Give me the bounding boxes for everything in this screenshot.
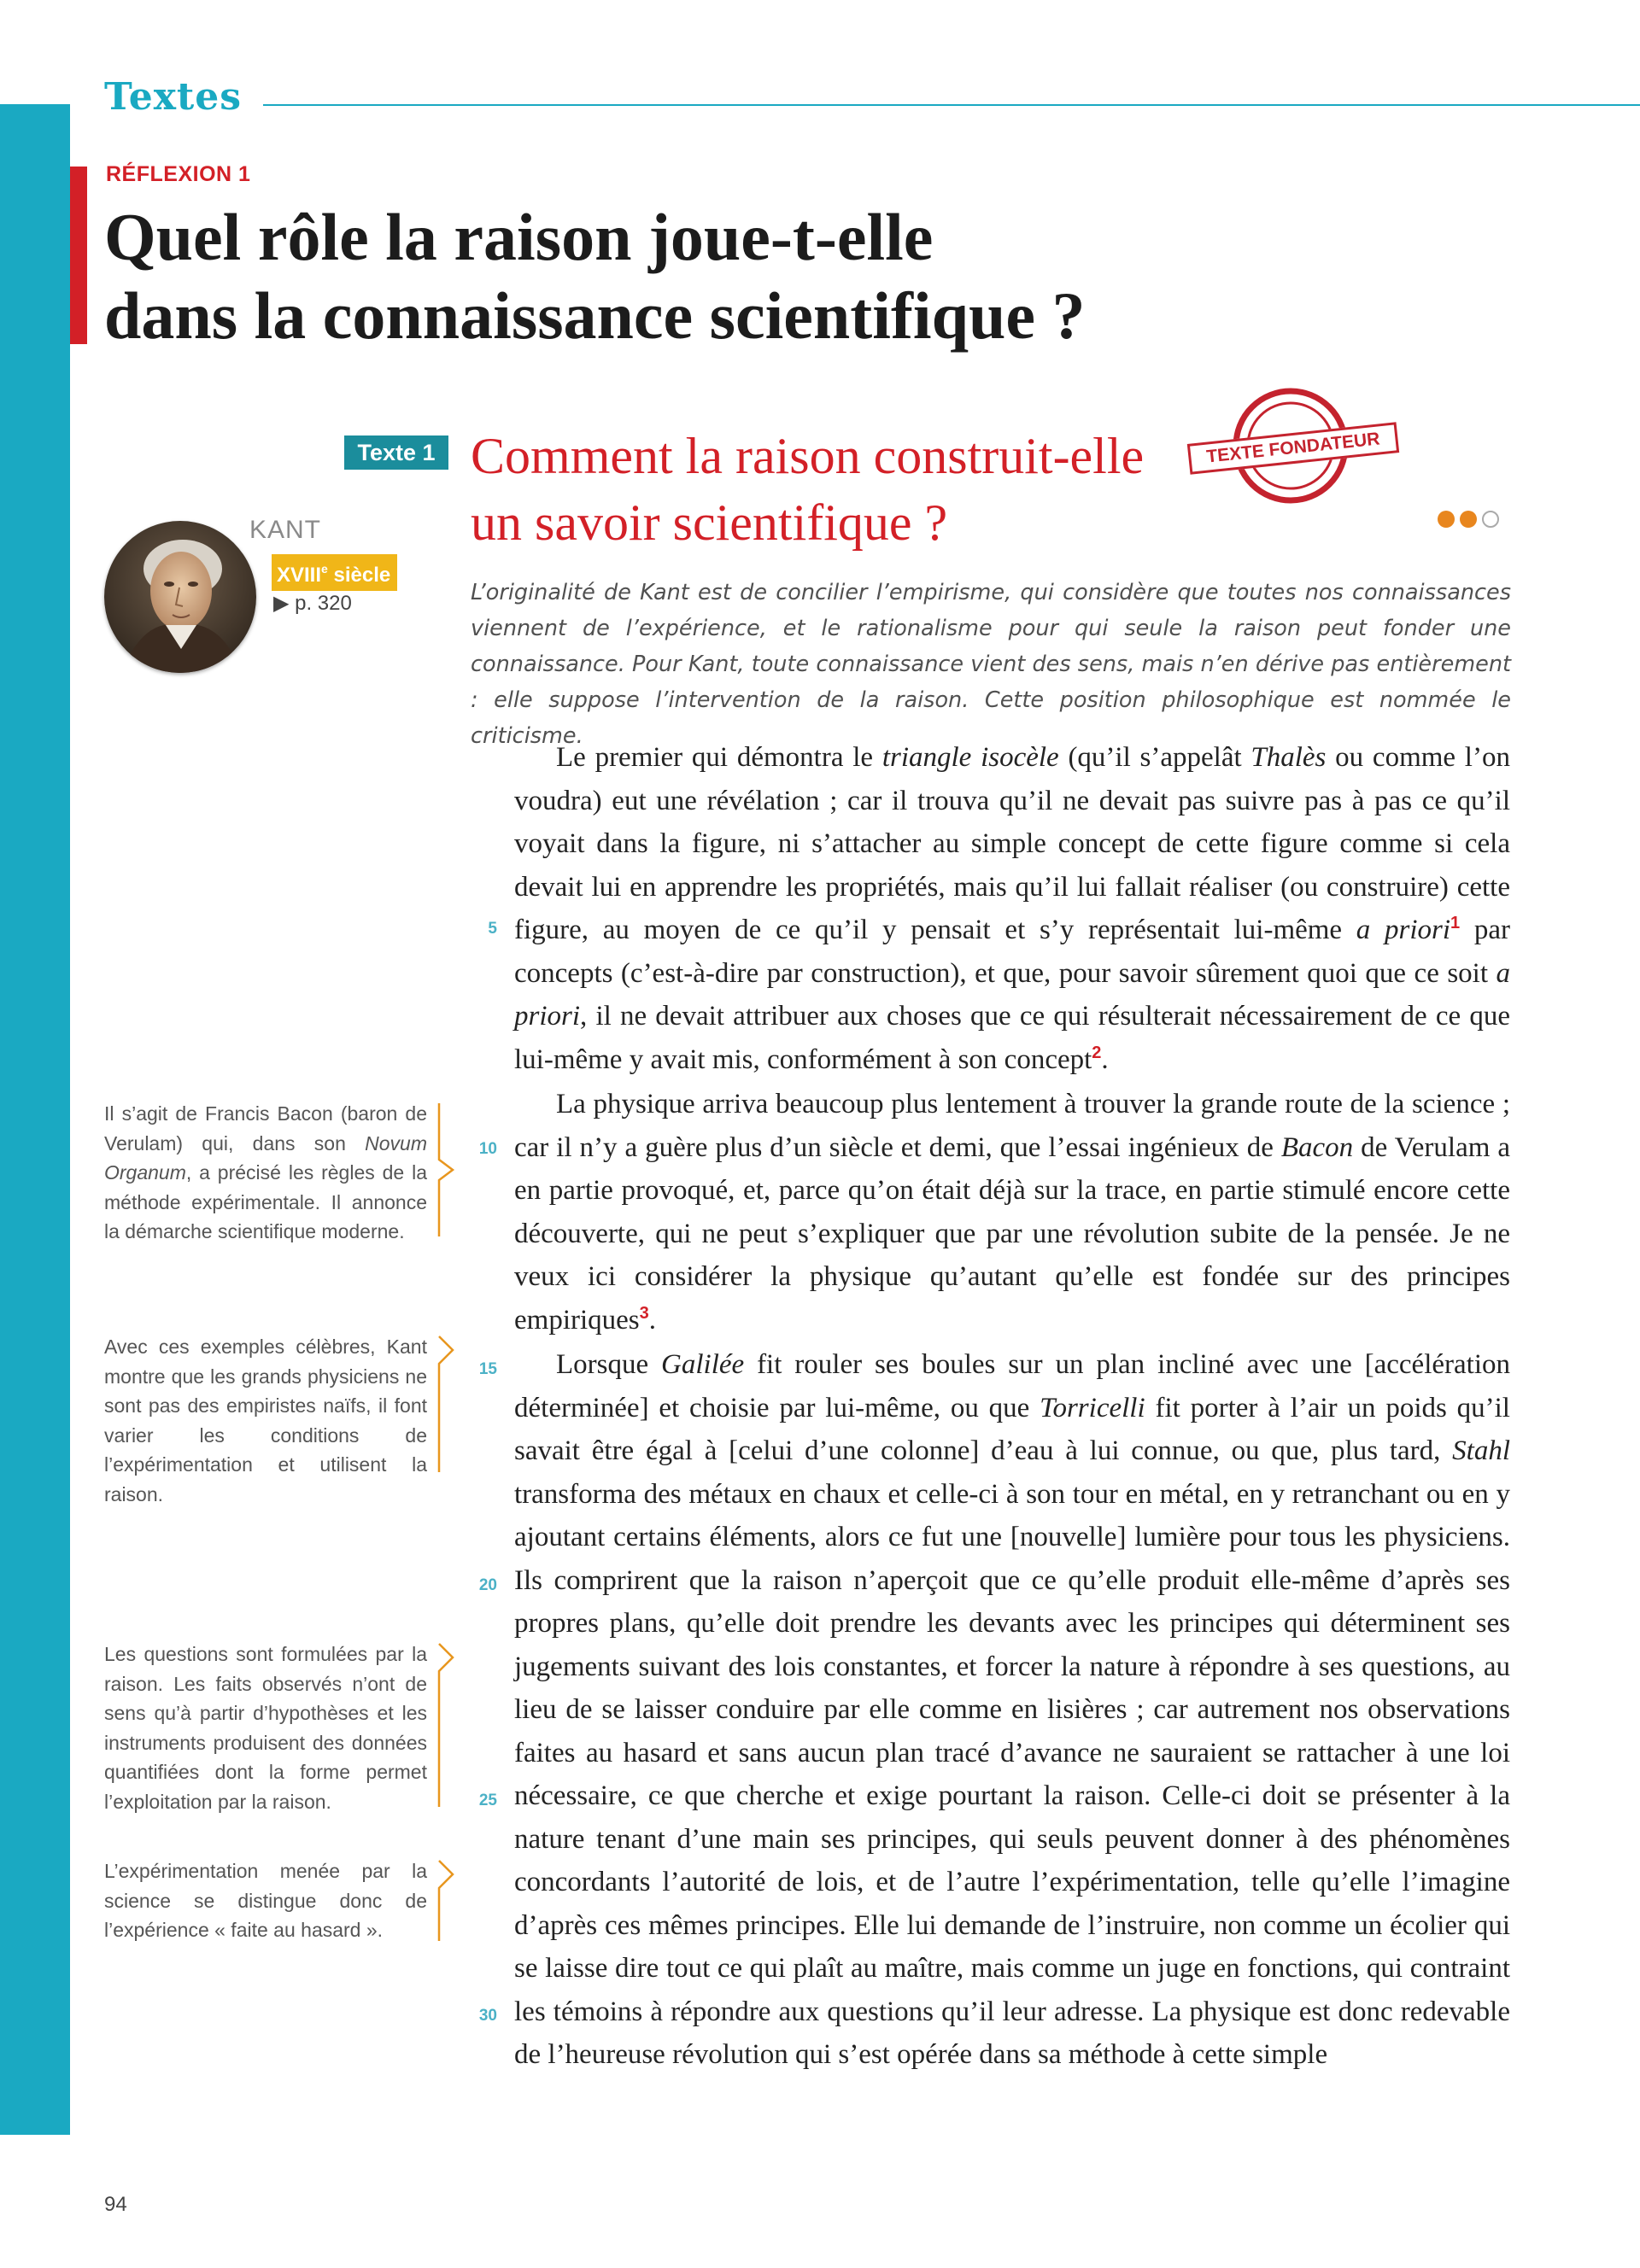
line-number: 5 (488, 920, 497, 938)
line-number: 30 (478, 2007, 497, 2025)
text-introduction: L’originalité de Kant est de concilier l’empirisme, qui considère que toutes nos connaissances viennent de l’expérience, et le rationalisme pour qui seule la raison peut fonder une connaissance. Pour Kant, toute connaissance vient des sens, mais n’en dérive pas entièrement : elle suppose l’intervention de la raison. Cette position philosophique est nommée le criticisme. (471, 580, 1511, 749)
author-name: KANT (249, 516, 322, 544)
portrait-image (104, 521, 256, 673)
left-color-band (0, 104, 70, 2135)
footnote-ref[interactable]: 2 (1092, 1043, 1102, 1062)
margin-note: Les questions sont formulées par la raison. Les faits observés n’ont de sens qu’à partir d’hypothèses et les instruments produisent des données quantifiées dont la forme permet l’exploitation par la raison. (104, 1643, 427, 1813)
line-number: 20 (478, 1576, 497, 1594)
difficulty-dot-filled (1460, 511, 1477, 528)
reflexion-label: RÉFLEXION 1 (106, 162, 251, 186)
note-bracket-icon (437, 1102, 456, 1238)
difficulty-dot-empty (1482, 511, 1499, 528)
footnote-ref[interactable]: 1 (1450, 914, 1461, 932)
paragraph: La physique arriva beaucoup plus lentement à trouver la grande route de la science ; car il n’y a guère plus d’un siècle et demi, que l’essai ingénieux de Bacon de Verulam a en partie provoqué, et, parce qu’on était déjà sur la trace, en partie stimulé encore cette découverte, qui ne peut s’expliquer que par une révolution subite de la pensée. Je ne veux ici considérer la physique qu’autant qu’elle est fondée sur des principes empiriques$^3$. (514, 1089, 1510, 1336)
main-text (514, 736, 1510, 2078)
page-title-line-2: dans la connaissance scientifique ? (104, 278, 1086, 353)
author-page-link[interactable]: ▶ p. 320 (273, 592, 352, 615)
century-numeral: XVIII (277, 564, 322, 587)
line-number: 25 (478, 1792, 497, 1809)
footnote-ref[interactable]: 3 (639, 1303, 649, 1323)
page-title (104, 198, 1129, 355)
header-rule (263, 104, 1640, 106)
difficulty-indicator (1438, 511, 1499, 528)
line-number: 15 (478, 1360, 497, 1378)
century-word: siècle (327, 564, 391, 587)
text-title-line-1: Comment la raison construit-elle (471, 428, 1145, 484)
line-number: 10 (478, 1140, 497, 1158)
note-bracket-icon (437, 1335, 456, 1474)
century-badge (272, 554, 397, 591)
section-label: Textes (104, 75, 243, 119)
century-suffix: e (321, 562, 328, 576)
title-accent-bar (70, 167, 87, 344)
note-bracket-icon (437, 1859, 456, 1943)
page-title-line-1: Quel rôle la raison joue-t-elle (104, 200, 934, 274)
stamp-label: TEXTE FONDATEUR (1187, 422, 1399, 475)
paragraph: Le premier qui démontra le triangle isocèle (qu’il s’appelât Thalès ou comme l’on voudra) eut une révélation ; car il trouva qu’il ne devait pas suivre pas à pas ce qu’il voyait dans la figure, ni s’attacher au simple concept de cette figure comme si cela devait lui en apprendre les propriétés, mais qu’il lui fallait réaliser (ou construire) cette figure, au moyen de ce qu’il y pensait et s’y représentait lui-même a priori$^1$ par concepts (c’est-à-dire par construction), et que, pour savoir sûrement quoi que ce soit a priori, il ne devait attribuer aux choses que ce qui résulterait nécessairement de ce que lui-même y avait mis, conformément à son concept$^2$. (514, 742, 1511, 1075)
paragraph: Lorsque Galilée fit rouler ses boules sur un plan incliné avec une [accélération déterminée] et choisie par lui-même, ou que Torricelli fit porter à l’air un poids qu’il savait être égal à [celui d’une colonne] d’eau à lui connue, ou que, plus tard, Stahl transforma des métaux en chaux et celle-ci à son tour en métal, en y retranchant ou en y ajoutant certains éléments, alors ce fut une [nouvelle] lumière pour tous les physiciens. Ils comprirent que la raison n’aperçoit que ce qu’elle produit elle-même d’après ses propres plans, qu’elle doit prendre les devants avec les principes qui déterminent ses jugements suivant des lois constantes, et forcer la nature à répondre à ses questions, au lieu de se laisser conduire par elle comme en lisières ; car autrement nos observations faites au hasard et sans aucun plan tracé d’avance ne sauraient se rattacher à une loi nécessaire, ce que cherche et exige pourtant la raison. Celle-ci doit se présenter à la nature tenant d’une main ses principes, qui seuls peuvent donner à des phénomènes concordants l’autorité de lois, et de l’autre l’expérimentation, telle qu’elle l’imagine d’après ces mêmes principes. Elle lui demande de l’instruire, non comme un écolier qui se laisse dire tout ce qui plaît au maître, mais comme un juge en fonctions, qui contraint les témoins à répondre aux questions qu’il leur adresse. La physique est donc redevable de l’heureuse révolution qui s’est opérée dans sa méthode à cette simple (514, 1349, 1510, 2070)
margin-note: L’expérimentation menée par la science se distingue donc de l’expérience « faite au hasard ». (104, 1860, 427, 1941)
text-title (471, 423, 1205, 556)
note-bracket-icon (437, 1642, 456, 1809)
kant-portrait (104, 521, 256, 673)
margin-note: Il s’agit de Francis Bacon (baron de Verulam) qui, dans son Novum Organum, a précisé les règles de la méthode expérimentale. Il annonce la démarche scientifique moderne. (104, 1102, 427, 1242)
texte-fondateur-stamp (1205, 386, 1381, 506)
text-number-badge: Texte 1 (344, 435, 448, 470)
difficulty-dot-filled (1438, 511, 1455, 528)
text-title-line-2: un savoir scientifique ? (471, 494, 948, 551)
margin-note: Avec ces exemples célèbres, Kant montre que les grands physiciens ne sont pas des empiristes naïfs, il font varier les conditions de l’expérimentation et utilisent la raison. (104, 1336, 427, 1505)
page-number: 94 (104, 2193, 127, 2216)
